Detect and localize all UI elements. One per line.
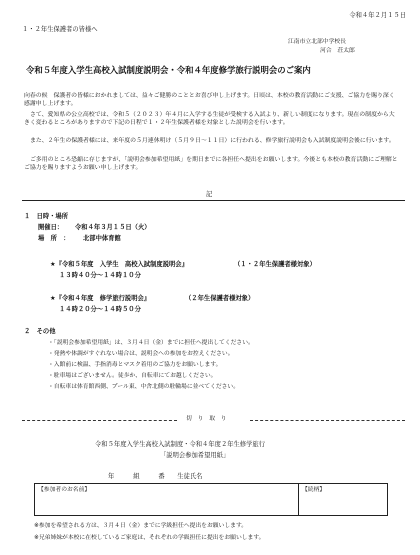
date-value: 令和４年３月１５日（火） — [75, 224, 151, 231]
cut-line-left — [22, 420, 177, 421]
event2-target: （２年生保護者様対象） — [185, 295, 255, 302]
event2-time: １４時２０分～１４時５０分 — [59, 306, 141, 313]
note-line: ※兄弟姉妹が本校に在校しているご家庭は、それぞれの学級担任に提出をお願いします。 — [34, 535, 265, 541]
form-title-line2: 「説明会参加希望用紙」 — [160, 452, 230, 459]
body-paragraph-request: ご多用のところ恐縮に存じますが、「説明会参加希望用紙」を期日までに各担任へ提出をお願いします。今後とも本校の教育活動にご理解とご協力を賜りますようお願い申し上げます。 — [24, 157, 398, 172]
place-label: 場 所 ： — [38, 235, 70, 242]
event2-title: ★『令和４年度 修学旅行説明会』 — [50, 295, 151, 302]
form-column-divider — [298, 483, 299, 516]
document-title: 令和５年度入学生高校入試制度説明会・令和４年度修学旅行説明会のご案内 — [26, 65, 311, 75]
document-date: 令和４年２月１５日 — [349, 12, 406, 19]
other-item: ・「説明会参加希望用紙」は、３月４日（金）までに担任へ提出してください。 — [48, 340, 254, 346]
top-divider — [22, 200, 405, 201]
event1-time: １３時４０分～１４時１０分 — [59, 272, 141, 279]
school-name: 江南市立北部中学校長 — [288, 39, 346, 45]
other-item: ・駐車場はございません。徒歩か、自転車にてお越しください。 — [48, 373, 217, 379]
body-paragraph-system: さて、愛知県の公立高校では、令和５（２０２３）年４月に入学する生徒が受検する入試より、新しい制度になります。現在の制度から大きく変わるところがありますので下記の日程で１・２年生保護者様を対象とした説明会を行います。 — [24, 112, 395, 127]
ki-heading: 記 — [206, 191, 213, 198]
body-paragraph-greeting: 向春の候 保護者の皆様におかれましては、益々ご健勝のこととお喜び申し上げます。日頃は、本校の教育活動にご支援、ご協力を賜り深く感謝申し上げます。 — [24, 93, 395, 108]
cut-label: 切 り 取 り — [186, 416, 227, 422]
section2-heading: ２ その他 — [24, 328, 56, 335]
date-label: 開催日： — [38, 224, 64, 231]
participant-label: 【参加者のお名前】 — [38, 487, 91, 493]
cut-line-right — [250, 420, 405, 421]
student-name-row: 年 組 番 生徒氏名 — [108, 473, 203, 480]
relation-label: 【続柄】 — [302, 487, 326, 493]
note-line: ※参加を希望される方は、３月４日（金）までに学級担任へ提出をお願いします。 — [34, 523, 248, 529]
section1-heading: １ 日時・場所 — [24, 213, 69, 220]
principal-name: 河合 荘太郎 — [320, 48, 355, 54]
form-title-line1: 令和５年度入学生高校入試制度・令和４年度２年生修学旅行 — [95, 441, 266, 448]
recipient-line: １・２年生保護者の皆様へ — [22, 26, 98, 33]
event1-title: ★『令和５年度 入学生 高校入試制度説明会』 — [50, 261, 188, 268]
place-value: 北部中体育館 — [83, 235, 121, 242]
other-item: ・自転車は体育館西側、プール東、中舎北側の駐輪場に並べてください。 — [48, 384, 240, 390]
other-item: ・入館前に検温、手指消毒とマスク着用のご協力をお願いします。 — [48, 362, 222, 368]
body-paragraph-trip: また、２年生の保護者様には、来年度の５月連休明け（５月９日～１１日）に行われる、修学旅行説明会も入試制度説明会後に行います。 — [30, 138, 395, 144]
other-item: ・発熱や体調がすぐれない場合は、説明会への参加をお控えください。 — [48, 351, 234, 357]
event1-target: （１・２年生保護者様対象） — [234, 261, 316, 268]
